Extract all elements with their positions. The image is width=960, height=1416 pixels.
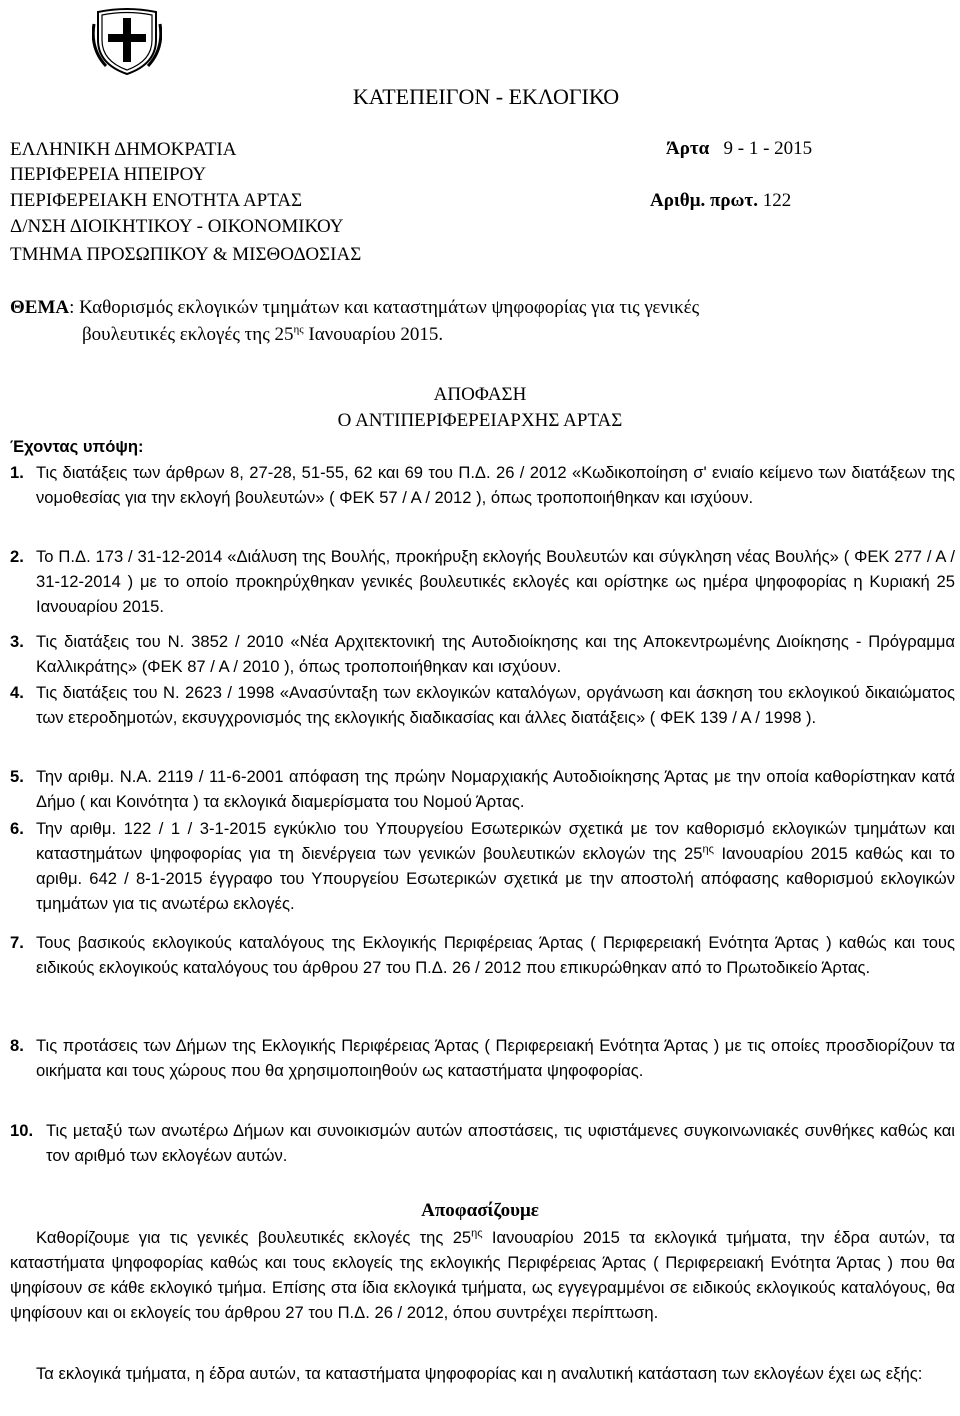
protocol-label: Αριθμ. πρωτ.	[650, 190, 758, 211]
protocol-line	[650, 190, 791, 212]
list-item: 8. Τις προτάσεις των Δήμων της Εκλογικής Περιφέρειας Άρτας ( Περιφερειακή Ενότητα Άρτας ) με τις οποίες προσδιορίζουν τα οικήματα και τους χώρους που θα χρησιμοποιηθούν ως καταστήματα ψηφοφορίας.	[10, 1036, 955, 1080]
considering-heading: Έχοντας υπόψη:	[10, 437, 144, 456]
decision-authority: Ο ΑΝΤΙΠΕΡΙΦΕΡΕΙΑΡΧΗΣ ΑΡΤΑΣ	[337, 410, 623, 431]
list-item: 10. Τις μεταξύ των ανωτέρω Δήμων και συνοικισμών αυτών αποστάσεις, τις υφιστάμενες συγκοινωνιακές συνθήκες καθώς και τον αριθμό των εκλογέων αυτών.	[10, 1121, 955, 1165]
org-line: ΕΛΛΗΝΙΚΗ ΔΗΜΟΚΡΑΤΙΑ	[10, 139, 237, 160]
resolution-paragraph-2: Τα εκλογικά τμήματα, η έδρα αυτών, τα καταστήματα ψηφοφορίας και η αναλυτική κατάσταση των εκλογέων έχει ως εξής:	[36, 1364, 923, 1383]
resolution-title: Αποφασίζουμε	[421, 1200, 539, 1221]
place-label: Άρτα	[666, 138, 710, 159]
org-line: Δ/ΝΣΗ ΔΙΟΙΚΗΤΙΚΟΥ - ΟΙΚΟΝΟΜΙΚΟΥ	[10, 216, 344, 237]
list-item: 3. Τις διατάξεις του Ν. 3852 / 2010 «Νέα Αρχιτεκτονική της Αυτοδιοίκησης και της Αποκεντρωμένης Διοίκησης - Πρόγραμμα Καλλικράτης» (ΦΕΚ 87 / Α / 2010 ), όπως τροποποιήθηκαν και ισχύουν.	[10, 632, 955, 676]
resolution-paragraph-1: Καθορίζουμε για τις γενικές βουλευτικές εκλογές της $25^{\eta\varsigma}$ Ιανουαρίου 2015 τα εκλογικά τμήματα, την έδρα αυτών, τα καταστήματα ψηφοφορίας καθώς και τους εκλογείς της εκλογικής Περιφέρειας Άρτας ( Περιφερειακή Ενότητα Άρτας ) που θα ψηφίσουν σε κάθε εκλογικό τμήμα. Επίσης στα ίδια εκλογικά τμήματα, ως εγγεγραμμένοι σε ειδικούς εκλογικούς καταλόγους, θα ψηφίσουν και οι εκλογείς του άρθρου 27 του Π.Δ. 26 / 2012, όπου συντρέχει περίπτωση.	[10, 1227, 955, 1322]
list-item: 4. Τις διατάξεις του Ν. 2623 / 1998 «Ανασύνταξη των εκλογικών καταλόγων, οργάνωση και άσκηση του εκλογικού δικαιώματος των ετεροδημοτών, εκσυγχρονισμός της εκλογικής διαδικασίας και άλλες διατάξεις» ( ΦΕΚ 139 / Α / 1998 ).	[10, 683, 955, 727]
subject-label: ΘΕΜΑ	[10, 297, 70, 318]
subject	[10, 294, 950, 348]
list-item: 6. Την αριθμ. 122 / 1 / 3-1-2015 εγκύκλιο του Υπουργείου Εσωτερικών σχετικά με τον καθορισμό εκλογικών τμημάτων και καταστημάτων ψηφοφορίας για τη διενέργεια των γενικών βουλευτικών εκλογών της $25^{\eta\varsigma}$ Ιανουαρίου 2015 καθώς και το αριθμ. 642 / 8-1-2015 έγγραφο του Υπουργείου Εσωτερικών σχετικά με την αποστολή απόφασης καθορισμού εκλογικών τμημάτων για τις ανωτέρω εκλογές.	[10, 819, 955, 913]
org-line: ΤΜΗΜΑ ΠΡΟΣΩΠΙΚΟΥ & ΜΙΣΘΟΔΟΣΙΑΣ	[10, 244, 362, 265]
decision-title: ΑΠΟΦΑΣΗ	[433, 384, 527, 405]
list-item: 7. Τους βασικούς εκλογικούς καταλόγους της Εκλογικής Περιφέρειας Άρτας ( Περιφερειακή Ενότητα Άρτας ) καθώς και τους ειδικούς εκλογικούς καταλόγους του άρθρου 27 του Π.Δ. 26 / 2012 που επικυρώθηκαν από το Πρωτοδικείο Άρτας.	[10, 933, 955, 977]
subject-line2: βουλευτικές εκλογές της $25^{\eta\varsigma}$ Ιανουαρίου 2015.	[82, 323, 444, 345]
subject-line1: : Καθορισμός εκλογικών τμημάτων και καταστημάτων ψηφοφορίας για τις γενικές	[69, 297, 700, 318]
protocol-number: 122	[762, 190, 792, 211]
list-item: 5. Την αριθμ. Ν.Α. 2119 / 11-6-2001 απόφαση της πρώην Νομαρχιακής Αυτοδιοίκησης Άρτας με την οποία καθορίστηκαν κατά Δήμο ( και Κοινότητα ) τα εκλογικά διαμερίσματα του Νομού Άρτας.	[10, 767, 955, 811]
greek-emblem-icon	[92, 4, 162, 76]
list-item: 1. Τις διατάξεις των άρθρων 8, 27-28, 51-55, 62 και 69 του Π.Δ. 26 / 2012 «Κωδικοποίηση σ' ενιαίο κείμενο των διατάξεων της νομοθεσίας για την εκλογή βουλευτών» ( ΦΕΚ 57 / Α / 2012 ), όπως τροποποιήθηκαν και ισχύουν.	[10, 463, 955, 507]
list-item: 2. Το Π.Δ. 173 / 31-12-2014 «Διάλυση της Βουλής, προκήρυξη εκλογής Βουλευτών και σύγκληση νέας Βουλής» ( ΦΕΚ 277 / Α / 31-12-2014 ) με το οποίο προκηρύχθηκαν γενικές βουλευτικές εκλογές και ορίστηκε ως ημέρα ψηφοφορίας η Κυριακή 25 Ιανουαρίου 2015.	[10, 547, 955, 616]
urgent-heading: ΚΑΤΕΠΕΙΓΟΝ - ΕΚΛΟΓΙΚΟ	[352, 84, 620, 109]
org-line: ΠΕΡΙΦΕΡΕΙΑ ΗΠΕΙΡΟΥ	[10, 164, 207, 185]
date-line	[666, 138, 812, 160]
date-value: 9 - 1 - 2015	[723, 138, 813, 159]
org-line: ΠΕΡΙΦΕΡΕΙΑΚΗ ΕΝΟΤΗΤΑ ΑΡΤΑΣ	[10, 190, 303, 211]
